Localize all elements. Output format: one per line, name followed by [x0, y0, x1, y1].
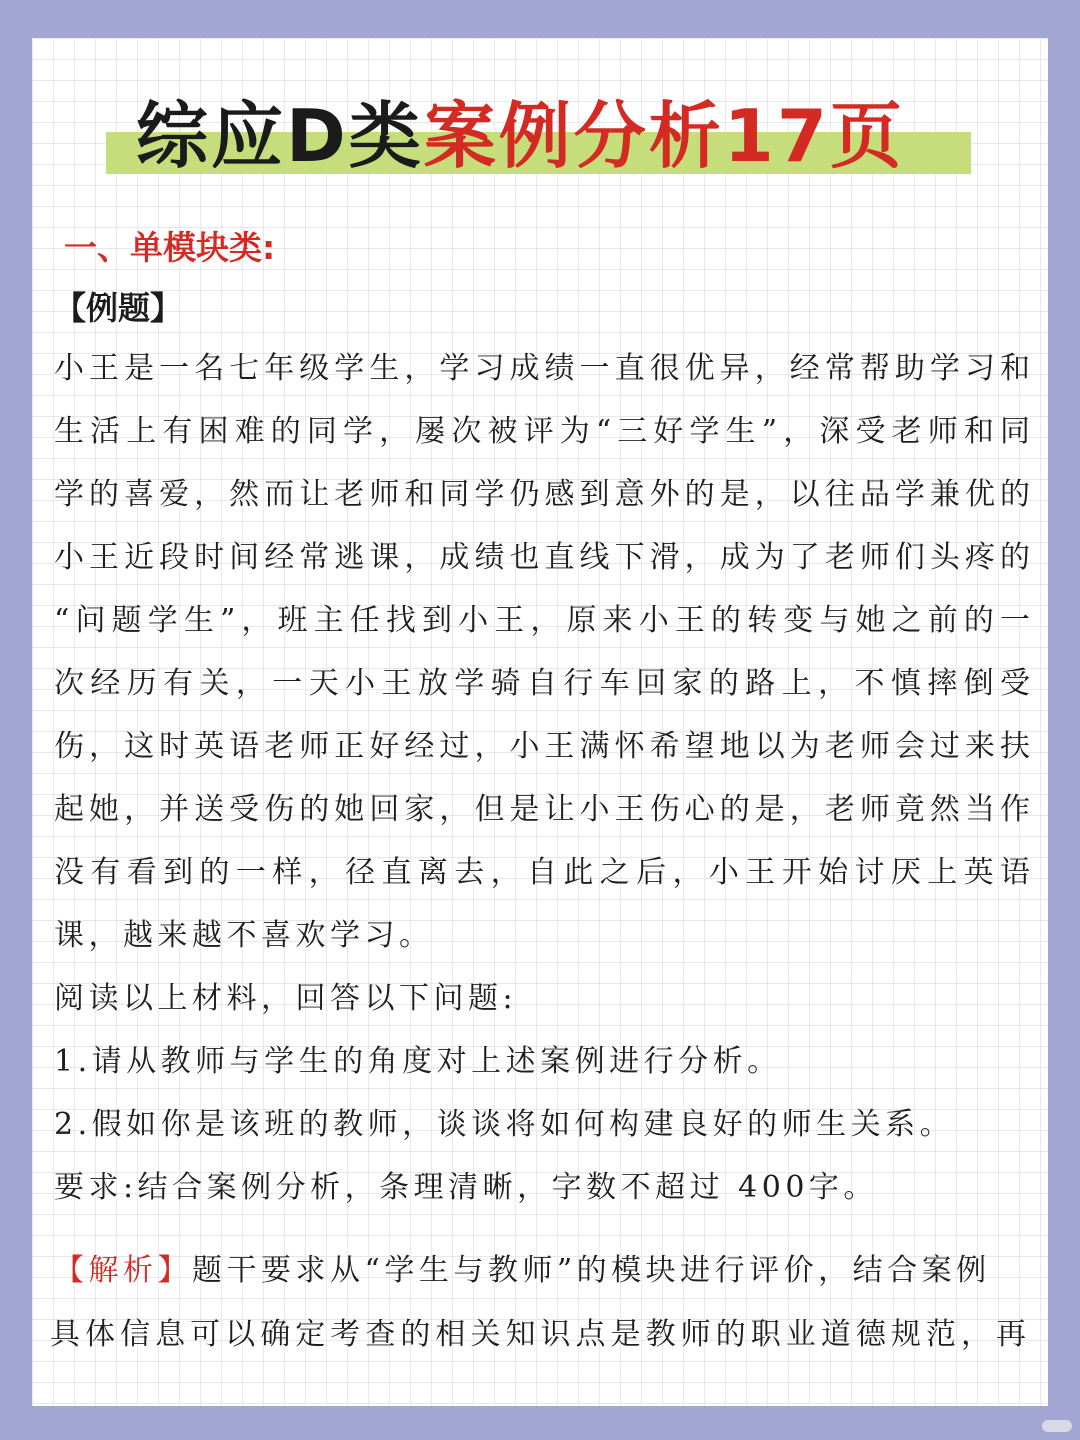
question-2: 2.假如你是该班的教师，谈谈将如何构建良好的师生关系。	[54, 1107, 955, 1142]
analysis-line	[54, 1251, 1030, 1291]
watermark-badge	[1042, 1420, 1072, 1432]
passage-line: 小王近段时间经常逃课，成绩也直线下滑，成为了老师们头疼的	[54, 540, 1030, 575]
example-label: 【例题】	[54, 289, 183, 327]
instruction-text: 阅读以上材料，回答以下问题:	[54, 981, 518, 1016]
passage-line: 次经历有关，一天小王放学骑自行车回家的路上，不慎摔倒受	[54, 666, 1030, 701]
passage-line: 生活上有困难的同学，屡次被评为“三好学生”，深受老师和同	[54, 414, 1030, 449]
requirement-text: 要求:结合案例分析，条理清晰，字数不超过 400字。	[54, 1170, 878, 1205]
section-heading: 一、单模块类:	[64, 228, 276, 267]
title-black-part: 综应D类	[136, 94, 424, 178]
passage-line: 学的喜爱，然而让老师和同学仍感到意外的是，以往品学兼优的	[54, 477, 1030, 512]
passage-line: 小王是一名七年级学生，学习成绩一直很优异，经常帮助学习和	[54, 351, 1030, 386]
analysis-line: 具体信息可以确定考查的相关知识点是教师的职业道德规范，再	[50, 1317, 1026, 1352]
title-block	[106, 86, 971, 186]
analysis-text: 题干要求从“学生与教师”的模块进行评价，结合案例	[192, 1253, 991, 1288]
passage-line: 没有看到的一样，径直离去，自此之后，小王开始讨厌上英语	[54, 855, 1030, 890]
passage-line: “问题学生”，班主任找到小王，原来小王的转变与她之前的一	[54, 603, 1030, 638]
passage-line: 课，越来越不喜欢学习。	[54, 918, 434, 953]
question-1: 1.请从教师与学生的角度对上述案例进行分析。	[54, 1044, 782, 1079]
passage-line: 伤，这时英语老师正好经过，小王满怀希望地以为老师会过来扶	[54, 729, 1030, 764]
title-red-part: 案例分析17页	[423, 94, 905, 178]
paper-sheet	[32, 38, 1048, 1406]
analysis-label: 【解析】	[54, 1253, 192, 1288]
page-title	[136, 86, 905, 186]
passage-line: 起她，并送受伤的她回家，但是让小王伤心的是，老师竟然当作	[54, 792, 1030, 827]
